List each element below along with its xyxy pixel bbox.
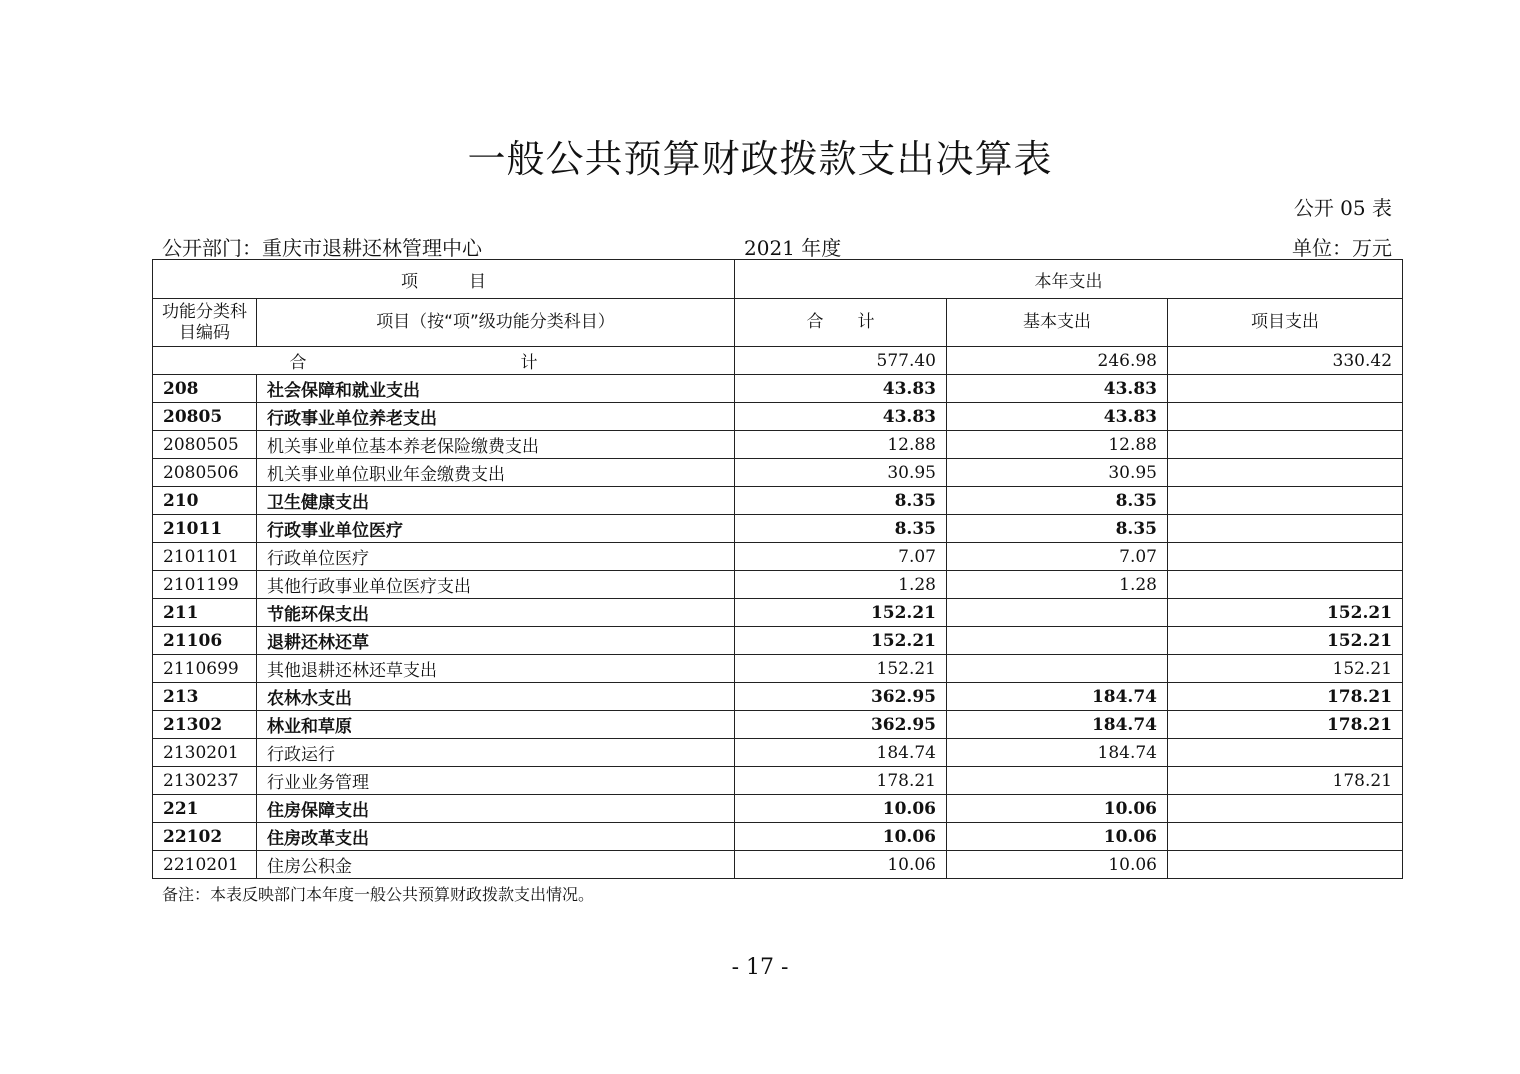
row-total: 184.74 [735,739,947,767]
form-number: 公开 05 表 [1293,196,1392,220]
row-project: 152.21 [1168,655,1403,683]
row-name: 农林水支出 [257,683,735,711]
row-name: 行业业务管理 [257,767,735,795]
row-project [1168,823,1403,851]
row-name: 机关事业单位基本养老保险缴费支出 [257,431,735,459]
row-code: 2080505 [153,431,257,459]
row-total: 7.07 [735,543,947,571]
row-total: 362.95 [735,711,947,739]
row-project [1168,739,1403,767]
row-code: 20805 [153,403,257,431]
row-basic [947,627,1168,655]
row-basic: 10.06 [947,823,1168,851]
row-name: 其他退耕还林还草支出 [257,655,735,683]
row-project: 178.21 [1168,711,1403,739]
row-code: 210 [153,487,257,515]
row-project: 178.21 [1168,767,1403,795]
row-name: 节能环保支出 [257,599,735,627]
row-name: 行政运行 [257,739,735,767]
row-project: 152.21 [1168,627,1403,655]
row-project [1168,571,1403,599]
row-total: 10.06 [735,851,947,879]
table-row [153,459,1403,487]
page-number: - 17 - [731,955,789,980]
table-row [153,487,1403,515]
total-sum: 577.40 [735,347,947,375]
row-basic: 1.28 [947,571,1168,599]
row-project [1168,403,1403,431]
header-name: 项目（按“项”级功能分类科目） [257,299,735,347]
row-project [1168,459,1403,487]
row-basic: 8.35 [947,515,1168,543]
row-name: 卫生健康支出 [257,487,735,515]
row-total: 10.06 [735,795,947,823]
row-total: 30.95 [735,459,947,487]
table-row [153,375,1403,403]
row-basic: 8.35 [947,487,1168,515]
row-total: 152.21 [735,627,947,655]
row-basic: 43.83 [947,403,1168,431]
row-basic: 43.83 [947,375,1168,403]
row-code: 2130237 [153,767,257,795]
document-title: 一般公共预算财政拨款支出决算表 [467,137,1053,181]
row-basic: 184.74 [947,739,1168,767]
row-total: 43.83 [735,403,947,431]
row-code: 21106 [153,627,257,655]
row-code: 2080506 [153,459,257,487]
row-code: 213 [153,683,257,711]
row-basic [947,767,1168,795]
row-total: 1.28 [735,571,947,599]
row-code: 2101199 [153,571,257,599]
row-project: 152.21 [1168,599,1403,627]
table-row [153,711,1403,739]
currency-unit: 单位：万元 [1292,236,1392,260]
row-basic: 7.07 [947,543,1168,571]
expenditure-table [152,259,1403,879]
row-code: 2110699 [153,655,257,683]
row-name: 住房保障支出 [257,795,735,823]
row-name: 退耕还林还草 [257,627,735,655]
row-code: 21011 [153,515,257,543]
row-total: 8.35 [735,487,947,515]
row-basic: 30.95 [947,459,1168,487]
row-project: 178.21 [1168,683,1403,711]
row-basic [947,599,1168,627]
row-name: 住房公积金 [257,851,735,879]
row-total: 362.95 [735,683,947,711]
row-project [1168,431,1403,459]
row-code: 221 [153,795,257,823]
row-total: 178.21 [735,767,947,795]
row-code: 2101101 [153,543,257,571]
row-total: 12.88 [735,431,947,459]
header-basic: 基本支出 [947,299,1168,347]
row-name: 行政单位医疗 [257,543,735,571]
row-project [1168,543,1403,571]
row-name: 其他行政事业单位医疗支出 [257,571,735,599]
header-item: 项 目 [153,260,735,299]
table-row [153,795,1403,823]
row-code: 2210201 [153,851,257,879]
row-project [1168,515,1403,543]
row-basic: 184.74 [947,683,1168,711]
table-row [153,739,1403,767]
table-row [153,515,1403,543]
table-row [153,571,1403,599]
header-project: 项目支出 [1168,299,1403,347]
footnote: 备注：本表反映部门本年度一般公共预算财政拨款支出情况。 [162,885,595,904]
row-name: 住房改革支出 [257,823,735,851]
fiscal-year: 2021 年度 [744,236,842,260]
row-basic: 184.74 [947,711,1168,739]
table-row [153,655,1403,683]
row-total: 10.06 [735,823,947,851]
row-code: 21302 [153,711,257,739]
row-code: 211 [153,599,257,627]
department-label: 公开部门：重庆市退耕还林管理中心 [162,236,482,260]
row-project [1168,795,1403,823]
row-total: 8.35 [735,515,947,543]
table-row [153,543,1403,571]
row-code: 22102 [153,823,257,851]
total-label: 合 计 [153,347,735,375]
row-name: 林业和草原 [257,711,735,739]
row-project [1168,851,1403,879]
row-code: 208 [153,375,257,403]
row-code: 2130201 [153,739,257,767]
total-row [153,347,1403,375]
table-body [153,375,1403,879]
row-name: 机关事业单位职业年金缴费支出 [257,459,735,487]
row-total: 152.21 [735,655,947,683]
total-project: 330.42 [1168,347,1403,375]
table-row [153,431,1403,459]
table-row [153,599,1403,627]
row-basic: 12.88 [947,431,1168,459]
row-name: 行政事业单位医疗 [257,515,735,543]
table-row [153,683,1403,711]
table-row [153,823,1403,851]
row-name: 行政事业单位养老支出 [257,403,735,431]
row-basic: 10.06 [947,795,1168,823]
table-row [153,767,1403,795]
header-total: 合 计 [735,299,947,347]
table-row [153,627,1403,655]
row-basic: 10.06 [947,851,1168,879]
row-total: 152.21 [735,599,947,627]
header-code: 功能分类科目编码 [153,299,257,347]
row-name: 社会保障和就业支出 [257,375,735,403]
header-current-year: 本年支出 [735,260,1403,299]
total-basic: 246.98 [947,347,1168,375]
table-row [153,851,1403,879]
row-total: 43.83 [735,375,947,403]
row-project [1168,487,1403,515]
table-row [153,403,1403,431]
row-basic [947,655,1168,683]
row-project [1168,375,1403,403]
